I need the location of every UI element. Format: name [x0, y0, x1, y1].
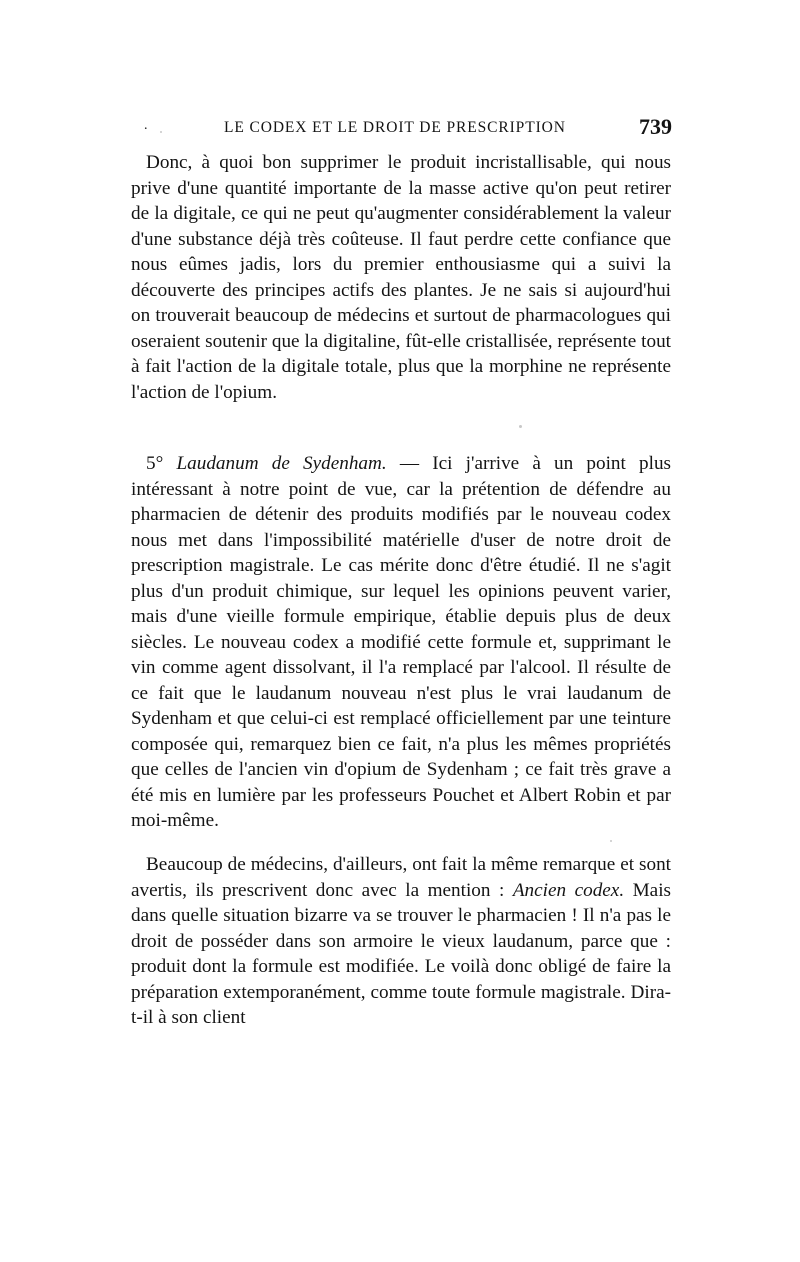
- scan-speck: [610, 840, 612, 842]
- page-number: 739: [639, 114, 672, 139]
- italic-mention: Ancien codex.: [512, 879, 625, 901]
- paragraph-text: — Ici j'arrive à un point plus intéressant à notre point de vue, car la prétention de défendre au pharmacien de détenir des produits modifiés par le nouveau codex nous met dans l'impossibilité matérielle d'user de notre droit de prescription magistrale. Le cas mérite donc d'être étudié. Il ne s'agit plus d'un produit chimique, sur lequel les opinions peuvent varier, mais d'une vieille formule empirique, établie depuis plus de deux siècles. Le nouveau codex a modifié cette formule et, supprimant le vin comme agent dissolvant, il l'a remplacé par l'alcool. Il résulte de ce fait que le laudanum nouveau n'est plus le vrai laudanum de Sydenham et que celui-ci est remplacé officiellement par une teinture composée qui, remarquez bien ce fait, n'a plus les mêmes propriétés que celles de l'ancien vin d'opium de Sydenham ; ce fait très grave a été mis en lumière par les professeurs Pouchet et Albert Robin et par moi-même.: [131, 453, 672, 831]
- section-title: Laudanum de Sydenham.: [176, 453, 387, 474]
- paragraph-laudanum: [131, 451, 671, 834]
- paragraph-text: Donc, à quoi bon supprimer le produit incristallisable, qui nous prive d'une quantité importante de la masse active qu'on peut retirer de la digitale, ce qui ne peut qu'augmenter considérablement la valeur d'une substance déjà très coûteuse. Il faut perdre cette confiance que nous eûmes jadis, lors du premier enthousiasme qui a suivi la découverte des principes actifs des plantes. Je ne sais si aujourd'hui on trouverait beaucoup de médecins et surtout de pharmacologues qui oseraient soutenir que la digitaline, fût-elle cristallisée, représente tout à fait l'action de la digitale totale, plus que la morphine ne représente l'action de l'opium.: [131, 152, 671, 403]
- paragraph-ancien-codex: [131, 852, 671, 1031]
- scan-speck: [519, 425, 522, 428]
- section-number: 5°: [146, 453, 164, 474]
- header-mark: .: [144, 118, 148, 133]
- paragraph-digitale: [131, 150, 671, 405]
- page-header: [132, 114, 672, 144]
- running-title: LE CODEX ET LE DROIT DE PRESCRIPTION: [224, 119, 566, 136]
- paragraph-text-after: Mais dans quelle situation bizarre va se trouver le pharmacien ! Il n'a pas le droit de posséder dans son armoire le vieux laudanum, parce que : produit dont la formule est modifiée. Le voilà donc obligé de faire la préparation extemporanément, comme toute formule magistrale. Dira-t-il à son client: [131, 879, 671, 1028]
- paragraph-text-before: Beaucoup de médecins, d'ailleurs, ont fait la même remarque et sont avertis, ils prescrivent donc avec la mention :: [131, 854, 671, 901]
- scan-speck: [160, 131, 162, 133]
